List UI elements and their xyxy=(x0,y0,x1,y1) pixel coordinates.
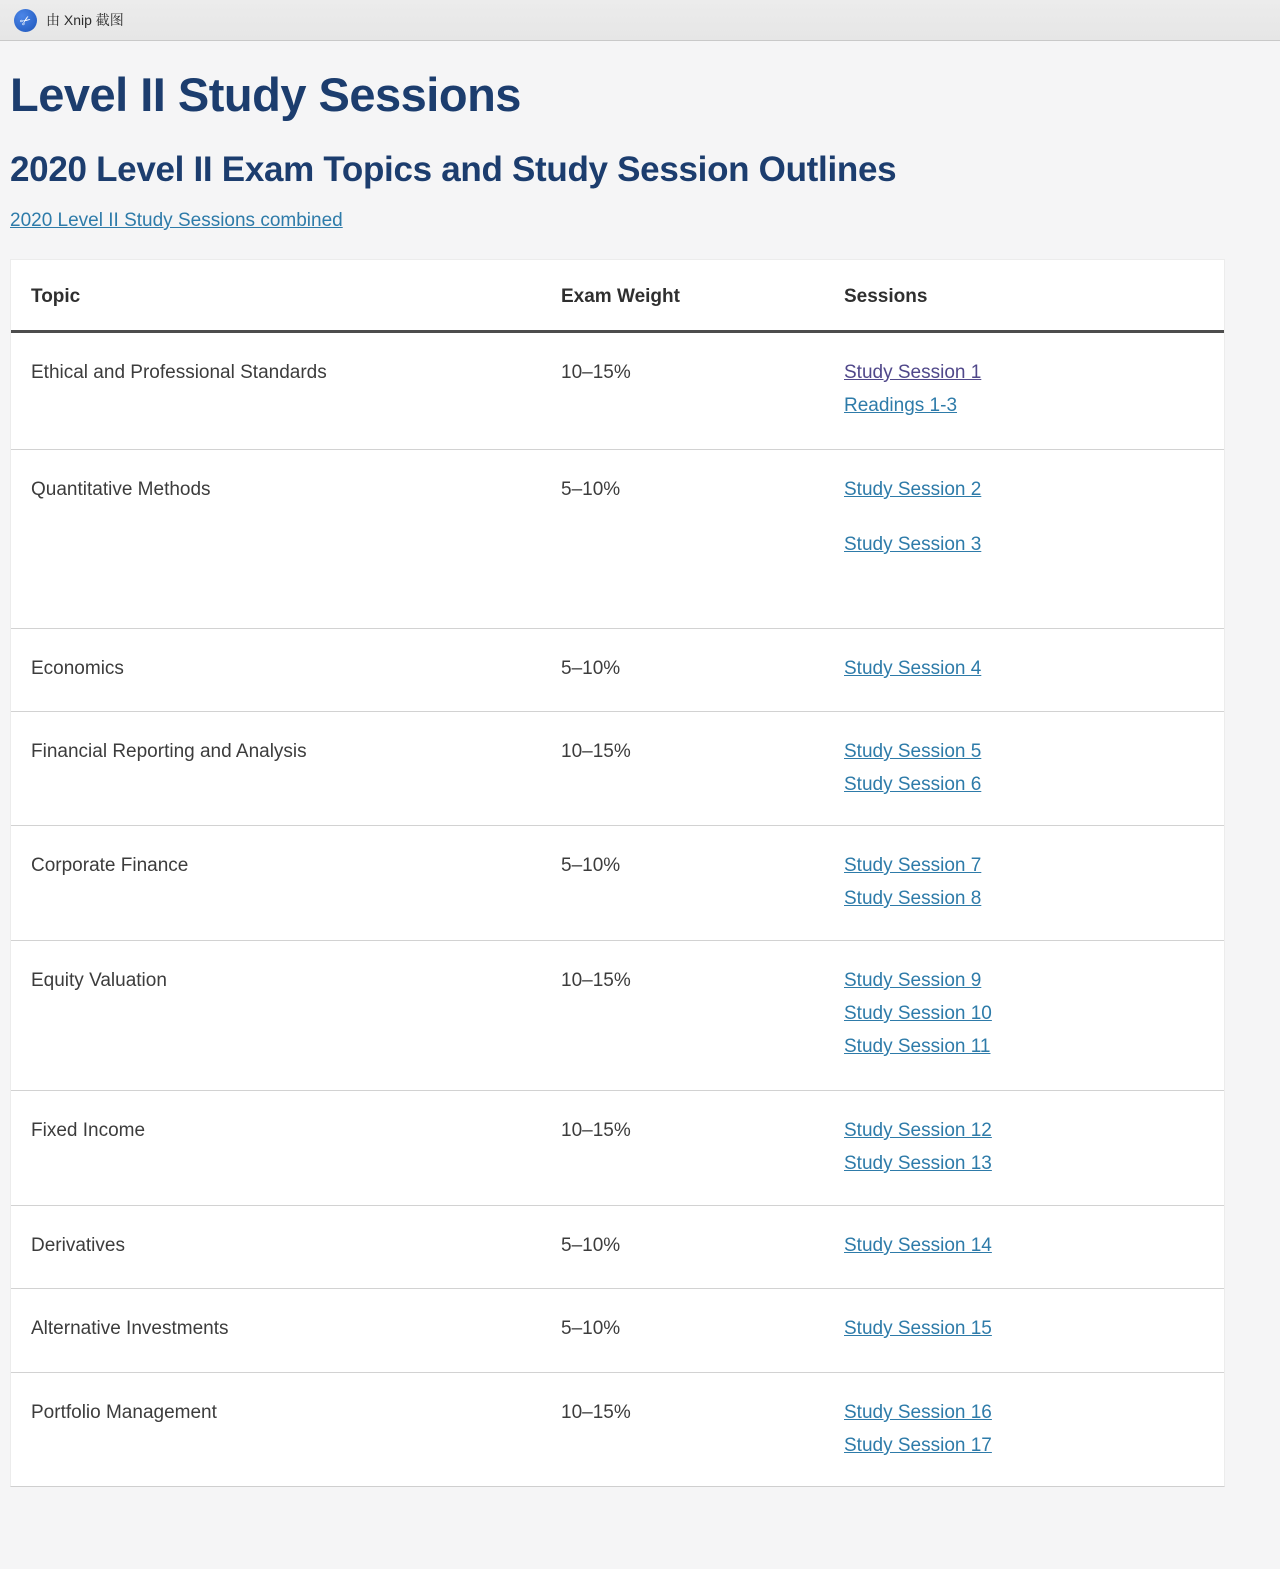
topic-cell: Portfolio Management xyxy=(31,1402,217,1423)
table-row xyxy=(11,1205,1224,1288)
exam-weight-cell: 10–15% xyxy=(561,1402,631,1423)
sessions-cell xyxy=(844,741,1224,807)
exam-weight-cell: 10–15% xyxy=(561,741,631,762)
table-row xyxy=(11,1372,1224,1486)
table-row xyxy=(11,940,1224,1090)
session-link[interactable]: Study Session 2 xyxy=(844,479,982,500)
exam-weight-cell: 10–15% xyxy=(561,1120,631,1141)
session-link[interactable]: Study Session 9 xyxy=(844,970,982,991)
exam-weight-cell: 10–15% xyxy=(561,362,631,383)
session-link[interactable]: Study Session 17 xyxy=(844,1435,992,1456)
xnip-scissors-icon: ✂ xyxy=(14,9,37,32)
table-row xyxy=(11,1090,1224,1205)
session-link[interactable]: Study Session 6 xyxy=(844,774,982,795)
exam-weight-cell: 5–10% xyxy=(561,855,621,876)
session-link[interactable]: Study Session 11 xyxy=(844,1036,991,1057)
sessions-cell xyxy=(844,1120,1224,1187)
topic-cell: Alternative Investments xyxy=(31,1318,229,1339)
sessions-cell xyxy=(844,970,1224,1072)
sessions-cell xyxy=(844,479,1224,610)
session-link[interactable]: Readings 1-3 xyxy=(844,395,958,416)
session-link[interactable]: Study Session 14 xyxy=(844,1235,992,1256)
sessions-cell xyxy=(844,362,1224,431)
capture-topbar-label: 由 Xnip 截图 xyxy=(46,12,124,28)
session-link[interactable]: Study Session 1 xyxy=(844,362,982,383)
exam-weight-cell: 5–10% xyxy=(561,1318,621,1339)
table-body xyxy=(11,333,1224,1486)
topic-cell: Derivatives xyxy=(31,1235,125,1256)
table-header-row xyxy=(11,260,1224,333)
column-header-topic: Topic xyxy=(31,286,81,307)
capture-topbar xyxy=(0,0,1280,41)
session-link[interactable]: Study Session 7 xyxy=(844,855,982,876)
exam-weight-cell: 10–15% xyxy=(561,970,631,991)
topic-cell: Economics xyxy=(31,658,124,679)
session-link[interactable]: Study Session 8 xyxy=(844,888,982,909)
combined-sessions-link[interactable]: 2020 Level II Study Sessions combined xyxy=(10,210,343,231)
session-link[interactable]: Study Session 10 xyxy=(844,1003,992,1024)
topic-cell: Financial Reporting and Analysis xyxy=(31,741,307,762)
session-link[interactable]: Study Session 5 xyxy=(844,741,982,762)
session-link[interactable]: Study Session 16 xyxy=(844,1402,992,1423)
session-link[interactable]: Study Session 3 xyxy=(844,534,982,555)
sessions-cell xyxy=(844,658,1224,693)
exam-weight-cell: 5–10% xyxy=(561,479,621,500)
table-row xyxy=(11,333,1224,449)
page-subtitle: 2020 Level II Exam Topics and Study Session Outlines xyxy=(10,150,897,189)
topic-cell: Fixed Income xyxy=(31,1120,146,1141)
study-sessions-table xyxy=(10,259,1225,1487)
column-header-sessions: Sessions xyxy=(844,286,928,307)
exam-weight-cell: 5–10% xyxy=(561,1235,621,1256)
topic-cell: Ethical and Professional Standards xyxy=(31,362,327,383)
sessions-cell xyxy=(844,1235,1224,1270)
topic-cell: Quantitative Methods xyxy=(31,479,211,500)
table-row xyxy=(11,449,1224,628)
session-link[interactable]: Study Session 15 xyxy=(844,1318,992,1339)
sessions-cell xyxy=(844,1318,1224,1354)
table-row xyxy=(11,825,1224,940)
session-link[interactable]: Study Session 12 xyxy=(844,1120,992,1141)
topic-cell: Corporate Finance xyxy=(31,855,189,876)
exam-weight-cell: 5–10% xyxy=(561,658,621,679)
table-row xyxy=(11,711,1224,825)
table-row xyxy=(11,1288,1224,1372)
column-header-exam-weight: Exam Weight xyxy=(561,286,680,307)
sessions-cell xyxy=(844,855,1224,922)
topic-cell: Equity Valuation xyxy=(31,970,167,991)
table-row xyxy=(11,628,1224,711)
sessions-cell xyxy=(844,1402,1224,1468)
page-title: Level II Study Sessions xyxy=(10,68,521,121)
session-link[interactable]: Study Session 13 xyxy=(844,1153,992,1174)
session-link[interactable]: Study Session 4 xyxy=(844,658,982,679)
